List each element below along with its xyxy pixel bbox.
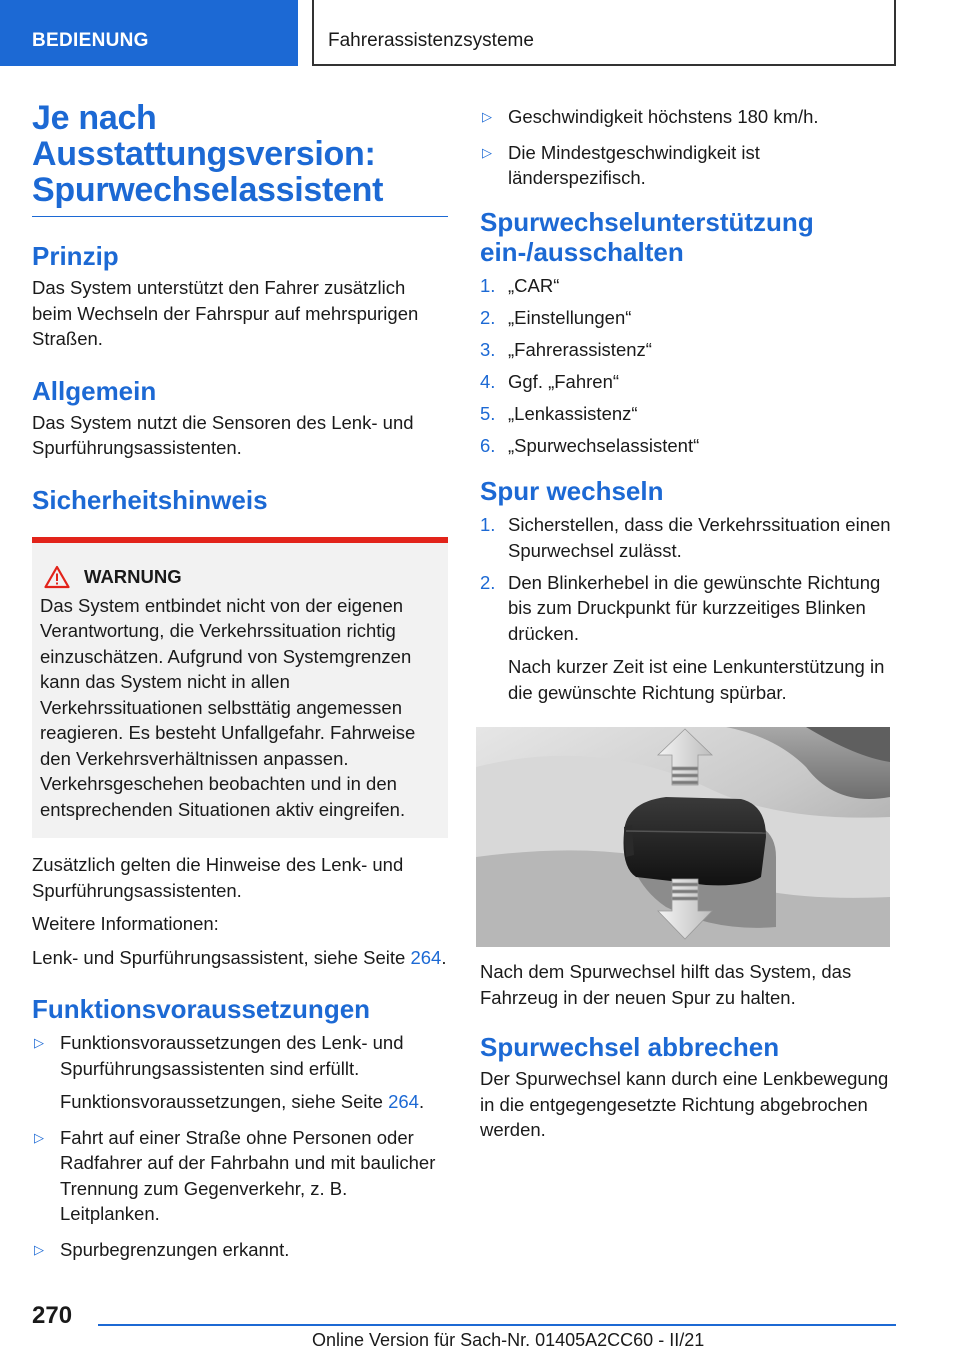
step-number: 1. <box>480 514 496 535</box>
step-text: „Einstellungen“ <box>508 306 632 328</box>
chapter-tab-label: BEDIENUNG <box>32 30 149 51</box>
list-item <box>32 1237 448 1263</box>
page-link-264[interactable]: 264 <box>388 1091 419 1112</box>
step-item <box>480 305 896 331</box>
allgemein-heading: Allgemein <box>32 375 157 406</box>
sicherheit-heading: Sicherheitshinweis <box>32 484 268 515</box>
step-text: Ggf. „Fahren“ <box>508 370 620 392</box>
warning-box <box>32 537 448 839</box>
step-number: 1. <box>480 274 496 296</box>
page-link-264[interactable]: 264 <box>410 946 442 968</box>
step-number: 3. <box>480 338 496 360</box>
triangle-bullet-icon: ▷ <box>482 144 492 160</box>
step-number: 2. <box>480 306 496 328</box>
list-item <box>32 1030 448 1115</box>
step-text: „Fahrerassistenz“ <box>508 338 652 360</box>
step-text: Sicherstellen, dass die Verkehrssituation einen Spurwechsel zulässt. <box>508 514 891 561</box>
einaus-heading: Spurwechselunterstützung ein-/ausschalten <box>480 206 814 267</box>
right-column <box>480 104 896 1143</box>
funktion-heading: Funktionsvoraussetzungen <box>32 994 371 1024</box>
spur-steps <box>480 512 896 705</box>
triangle-bullet-icon: ▷ <box>482 109 492 124</box>
online-version-text: Online Version für Sach-Nr. 01405A2CC60 - II/21 <box>312 1330 705 1350</box>
page-title: Je nach Ausstattungsversion: Spurwechselassistent <box>32 99 384 209</box>
list-item <box>480 140 896 191</box>
step-text: Den Blinkerhebel in die gewünschte Richtung bis zum Druckpunkt für kurzzeitiges Blinken drücken. <box>508 571 881 644</box>
step-text: „CAR“ <box>508 274 560 296</box>
triangle-bullet-icon: ▷ <box>34 1241 44 1257</box>
list-item <box>32 1125 448 1227</box>
step-number: 2. <box>480 571 496 593</box>
triangle-bullet-icon: ▷ <box>34 1129 44 1145</box>
step-item <box>480 401 896 427</box>
step-item <box>480 337 896 363</box>
step-text: „Spurwechselassistent“ <box>508 434 700 456</box>
step-item <box>480 570 896 706</box>
title-divider <box>32 216 448 217</box>
step-item <box>480 433 896 459</box>
page-number: 270 <box>32 1302 73 1329</box>
funktion-list <box>32 1030 448 1262</box>
step-text: „Lenkassistenz“ <box>508 402 638 424</box>
step-number: 6. <box>480 434 496 456</box>
turn-signal-lever-photo <box>476 727 890 947</box>
after-photo-text: Nach dem Spurwechsel hilft das System, das Fahrzeug in der neuen Spur zu halten. <box>480 961 852 1008</box>
step-number: 4. <box>480 370 496 392</box>
prinzip-text: Das System unterstützt den Fahrer zusätzlich beim Wechseln der Fahrspur auf mehrspurigen Straßen. <box>32 277 419 349</box>
section-header <box>312 0 896 66</box>
zusatz-text: Zusätzlich gelten die Hinweise des Lenk- und Spurführungsassistenten. <box>32 854 404 901</box>
chapter-tab <box>0 0 298 66</box>
triangle-bullet-icon: ▷ <box>34 1035 44 1050</box>
turn-signal-lever-illustration <box>476 727 890 947</box>
continued-list <box>480 104 896 191</box>
list-item <box>480 104 896 130</box>
spur-heading: Spur wechseln <box>480 476 664 506</box>
subtext-label: Funktionsvoraussetzungen, siehe Seite <box>60 1091 383 1112</box>
prinzip-heading: Prinzip <box>32 241 119 271</box>
step-item <box>480 273 896 299</box>
abbrechen-heading: Spurwechsel abbrechen <box>480 1032 780 1062</box>
step-number: 5. <box>480 402 496 424</box>
reference-paragraph: Lenk- und Spurführungsassistent, siehe Seite 264. <box>32 946 447 968</box>
list-item-text: Die Mindestgeschwindigkeit ist länderspezifisch. <box>508 141 760 188</box>
warning-label: WARNUNG <box>84 565 182 587</box>
warning-text: Das System entbindet nicht von der eigenen Verantwortung, die Verkehrssituation richtig einzuschätzen. Aufgrund von Systemgrenzen kann das System nicht in allen Verkehrssituationen selbsttätig angemessen reagieren. Es besteht Unfallgefahr. Fahrweise den Verkehrsverhältnissen anpassen. Verkehrsgeschehen beobachten und in den entsprechenden Situationen aktiv eingreifen. <box>40 594 416 820</box>
step-subtext: Nach kurzer Zeit ist eine Lenkunterstützung in die gewünschte Richtung spürbar. <box>508 656 885 703</box>
einaus-steps <box>480 273 896 459</box>
reference-text: Lenk- und Spurführungsassistent, siehe Seite <box>32 946 406 968</box>
step-item <box>480 369 896 395</box>
footer-divider <box>98 1324 896 1326</box>
list-item-subtext: Funktionsvoraussetzungen, siehe Seite 264. <box>60 1091 425 1112</box>
warning-header <box>40 565 440 589</box>
warning-triangle-icon <box>44 565 70 589</box>
abbrechen-text: Der Spurwechsel kann durch eine Lenkbewegung in die entgegengesetzte Richtung abgebrochen werden. <box>480 1068 889 1140</box>
list-item-text: Geschwindigkeit höchstens 180 km/h. <box>508 106 819 127</box>
section-title: Fahrerassistenzsysteme <box>328 30 534 51</box>
list-item-text: Funktionsvoraussetzungen des Lenk- und Spurführungsassistenten sind erfüllt. <box>60 1032 404 1079</box>
step-item <box>480 512 896 563</box>
weitere-info-text: Weitere Informationen: <box>32 913 219 934</box>
allgemein-text: Das System nutzt die Sensoren des Lenk- und Spurführungsassistenten. <box>32 411 414 458</box>
list-item-text: Spurbegrenzungen erkannt. <box>60 1238 290 1260</box>
left-column <box>32 100 448 1272</box>
list-item-text: Fahrt auf einer Straße ohne Personen oder Radfahrer auf der Fahrbahn und mit baulicher Trennung zum Gegenverkehr, z. B. Leitplanken. <box>60 1126 436 1224</box>
